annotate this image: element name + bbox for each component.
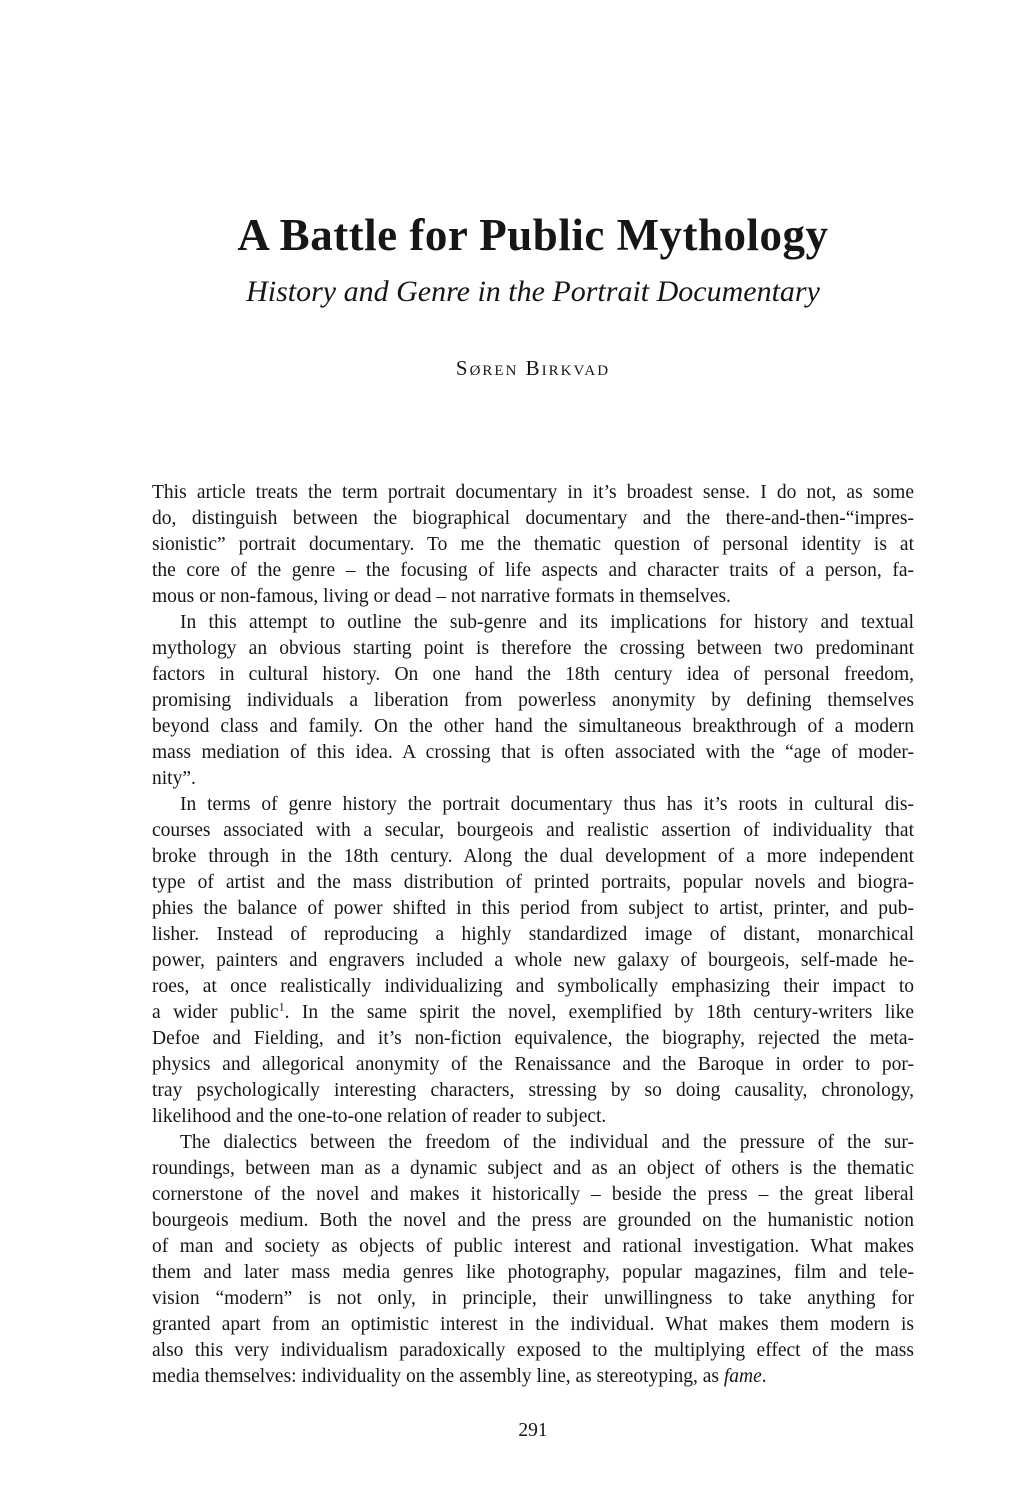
text-line: mous or non-famous, living or dead – not narrative formats in themselves. [152, 586, 731, 607]
text-line: factors in cultural history. On one hand the 18th century idea of personal freedom, [152, 664, 914, 685]
article-subtitle: History and Genre in the Portrait Documentary [246, 275, 820, 308]
text-line: sionistic” portrait documentary. To me the thematic question of personal identity is at [152, 534, 914, 555]
article-body [152, 480, 914, 1390]
text-line: the core of the genre – the focusing of life aspects and character traits of a person, fa- [152, 560, 914, 581]
text-line: vision “modern” is not only, in principle, their unwillingness to take anything for [152, 1288, 914, 1309]
page-number: 291 [518, 1420, 548, 1441]
text-line: type of artist and the mass distribution of printed portraits, popular novels and biogra- [152, 872, 914, 893]
text-line: a wider public$^1$. In the same spirit the novel, exemplified by 18th century-writers like [152, 999, 915, 1023]
text-line: roes, at once realistically individualizing and symbolically emphasizing their impact to [152, 976, 914, 997]
text-line: mythology an obvious starting point is therefore the crossing between two predominant [152, 638, 914, 659]
text-line: phies the balance of power shifted in this period from subject to artist, printer, and pub- [152, 898, 914, 919]
text-line: media themselves: individuality on the assembly line, as stereotyping, as fame. [152, 1366, 767, 1387]
text-line: broke through in the 18th century. Along the dual development of a more independent [152, 846, 914, 867]
text-line: power, painters and engravers included a whole new galaxy of bourgeois, self-made he- [152, 950, 914, 971]
text-line: bourgeois medium. Both the novel and the press are grounded on the humanistic notion [152, 1210, 914, 1231]
text-line: physics and allegorical anonymity of the Renaissance and the Baroque in order to por- [152, 1054, 914, 1075]
text-line: also this very individualism paradoxically exposed to the multiplying effect of the mass [152, 1340, 914, 1361]
text-line: courses associated with a secular, bourgeois and realistic assertion of individuality that [152, 820, 914, 841]
text-line: Defoe and Fielding, and it’s non-fiction equivalence, the biography, rejected the meta- [152, 1028, 914, 1049]
text-line: granted apart from an optimistic interest in the individual. What makes them modern is [152, 1314, 914, 1335]
text-line: tray psychologically interesting characters, stressing by so doing causality, chronology, [152, 1080, 914, 1101]
text-line: roundings, between man as a dynamic subject and as an object of others is the thematic [152, 1158, 914, 1179]
text-line: beyond class and family. On the other hand the simultaneous breakthrough of a modern [152, 716, 914, 737]
text-line: In terms of genre history the portrait documentary thus has it’s roots in cultural dis- [180, 794, 914, 815]
text-line: of man and society as objects of public interest and rational investigation. What makes [152, 1236, 914, 1257]
text-line: promising individuals a liberation from powerless anonymity by defining themselves [152, 690, 914, 711]
text-line: mass mediation of this idea. A crossing that is often associated with the “age of moder- [152, 742, 914, 763]
text-line: The dialectics between the freedom of the individual and the pressure of the sur- [180, 1132, 914, 1153]
article-title: A Battle for Public Mythology [237, 210, 829, 260]
text-line: them and later mass media genres like photography, popular magazines, film and tele- [152, 1262, 914, 1283]
text-line: lisher. Instead of reproducing a highly standardized image of distant, monarchical [152, 924, 914, 945]
text-line: In this attempt to outline the sub-genre and its implications for history and textual [180, 612, 914, 633]
author-name: Søren Birkvad [455, 356, 611, 380]
text-line: likelihood and the one-to-one relation of reader to subject. [152, 1106, 607, 1127]
text-line: nity”. [152, 768, 196, 789]
text-line: cornerstone of the novel and makes it historically – beside the press – the great liberal [152, 1184, 914, 1205]
text-line: do, distinguish between the biographical documentary and the there-and-then-“impres- [152, 508, 914, 529]
text-line: This article treats the term portrait documentary in it’s broadest sense. I do not, as some [152, 482, 914, 503]
